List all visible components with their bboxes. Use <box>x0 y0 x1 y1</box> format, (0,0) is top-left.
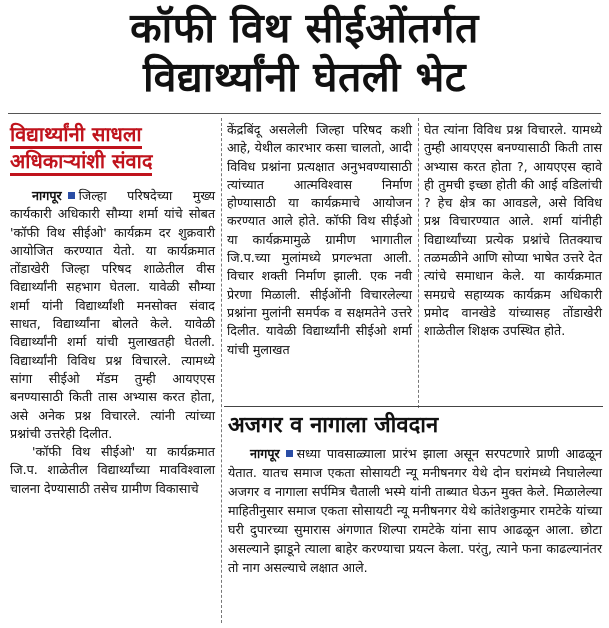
headline-divider <box>8 113 601 114</box>
story2-heading: अजगर व नागाला जीवदान <box>228 413 439 438</box>
story1-column-1 <box>10 187 215 498</box>
column-divider-2 <box>418 118 419 408</box>
story2-body-text: सध्या पावसाळ्याला प्रारंभ झाला असून सरपटणारे प्राणी आढळून येतात. यातच समाज एकता सोसायटी न्यू मनीषनगर येथे दोन घरांमध्ये निघालेल्या अजगर व नागाला सर्पमित्र चैताली भस्मे यांनी ताब्यात घेऊन मुक्त केले. मिळालेल्या माहितीनुसार समाज एकता सोसायटी न्यू मनीषनगर येथे कांतेशकुमार रामटेके यांच्या घरी दुपारच्या सुमारास अंगणात शिल्पा रामटेके यांना साप आढळून आला. छोटा असल्याने झाडूने त्याला बाहेर करण्याचा प्रयत्न केला. परंतु, त्याने फना काढल्यानंतर तो नाग असल्याचे लक्षात आले. <box>228 446 602 575</box>
story1-paragraph-1 <box>10 187 215 443</box>
story2-paragraph <box>228 444 602 577</box>
column-divider-1 <box>221 118 222 623</box>
headline <box>0 4 609 102</box>
story1-dateline: नागपूर <box>32 188 62 203</box>
headline-line-1: कॉफी विथ सीईओंतर्गत <box>130 4 479 52</box>
story1-subhead-line-1: विद्यार्थ्यांनी साधला <box>10 121 215 148</box>
story1-column-3-text: घेत त्यांना विविध प्रश्न विचारले. यामध्ये तुम्ही आयएएस बनण्यासाठी किती तास अभ्यास करत होता ?, आयएएस व्हावे ही तुमची इच्छा होती की आई वडिलांची ? हेच क्षेत्र का आवडले, असे विविध प्रश्न विचारण्यात आले. शर्मा यांनीही विद्यार्थ्यांच्या प्रत्येक प्रश्नांचे तितक्याच तळमळीने आणि सोप्या भाषेत उत्तरे देत त्यांचे समाधान केले. या कार्यक्रमात समग्रचे सहाय्यक कार्यक्रम अधिकारी प्रमोद वानखेडे यांच्यासह तोंडाखेरी शाळेतील शिक्षक उपस्थित होते. <box>424 122 602 339</box>
story2-dateline: नागपूर <box>250 446 280 461</box>
story1-subhead-line-2: अधिकाऱ्यांशी संवाद <box>10 148 215 175</box>
story1-p1-text: जिल्हा परिषदेच्या मुख्य कार्यकारी अधिकारी सौम्या शर्मा यांचे सोबत 'कॉफी विथ सीईओ' कार्यक्रम दर शुक्रवारी आयोजित करण्यात येतो. या कार्यक्रमात तोंडाखेरी जिल्हा परिषद शाळेतील वीस विद्यार्थ्यांनी सहभाग घेतला. यावेळी सौम्या शर्मा यांनी विद्यार्थ्यांशी मनसोक्त संवाद साधत, विद्यार्थ्यांना बोलते केले. यावेळी विद्यार्थ्यांनी शर्मा यांची मुलाखतही घेतली. विद्यार्थ्यांनी विविध प्रश्न विचारले. त्यामध्ये सांगा सीईओ मॅडम तुम्ही आयएएस बनण्यासाठी किती तास अभ्यास करत होता, असे अनेक प्रश्न विचारले. त्यांनी त्यांच्या प्रश्नांची उत्तरेही दिलीत. <box>10 188 215 441</box>
bullet-square-icon <box>286 450 293 457</box>
bullet-square-icon <box>68 192 75 199</box>
story1-subhead <box>10 121 215 175</box>
story1-paragraph-2: 'कॉफी विथ सीईओ' या कार्यक्रमात जि.प. शाळेतील विद्यार्थ्यांच्या मावविश्वाला चालना देण्यासाठी तसेच ग्रामीण विकासाचे <box>10 444 215 496</box>
story2-body <box>228 444 602 577</box>
story1-column-2-text: केंद्रबिंदू असलेली जिल्हा परिषद कशी आहे, येथील कारभार कसा चालतो, आदी विविध प्रश्नांना प्रत्यक्षात अनुभवण्यासाठी त्यांच्यात आत्मविश्वास निर्माण होण्यासाठी या कार्यक्रमाचे आयोजन करण्यात आले होते. कॉफी विथ सीईओ या कार्यक्रमामुळे ग्रामीण भागातील जि.प.च्या मुलांमध्ये प्रगल्भता आली. विचार शक्ती निर्माण झाली. एक नवी प्रेरणा मिळाली. सीईओंनी विचारलेल्या प्रश्नांना मुलांनी समर्पक व सक्षमतेने उत्तरे दिलीत. यावेळी विद्यार्थ्यांनी सीईओ शर्मा यांची मुलाखत <box>227 122 412 357</box>
story1-column-2 <box>227 121 412 359</box>
story2-top-rule <box>224 406 603 407</box>
story1-column-3 <box>424 121 602 341</box>
headline-line-2: विद्यार्थ्यांनी घेतली भेट <box>142 53 466 101</box>
